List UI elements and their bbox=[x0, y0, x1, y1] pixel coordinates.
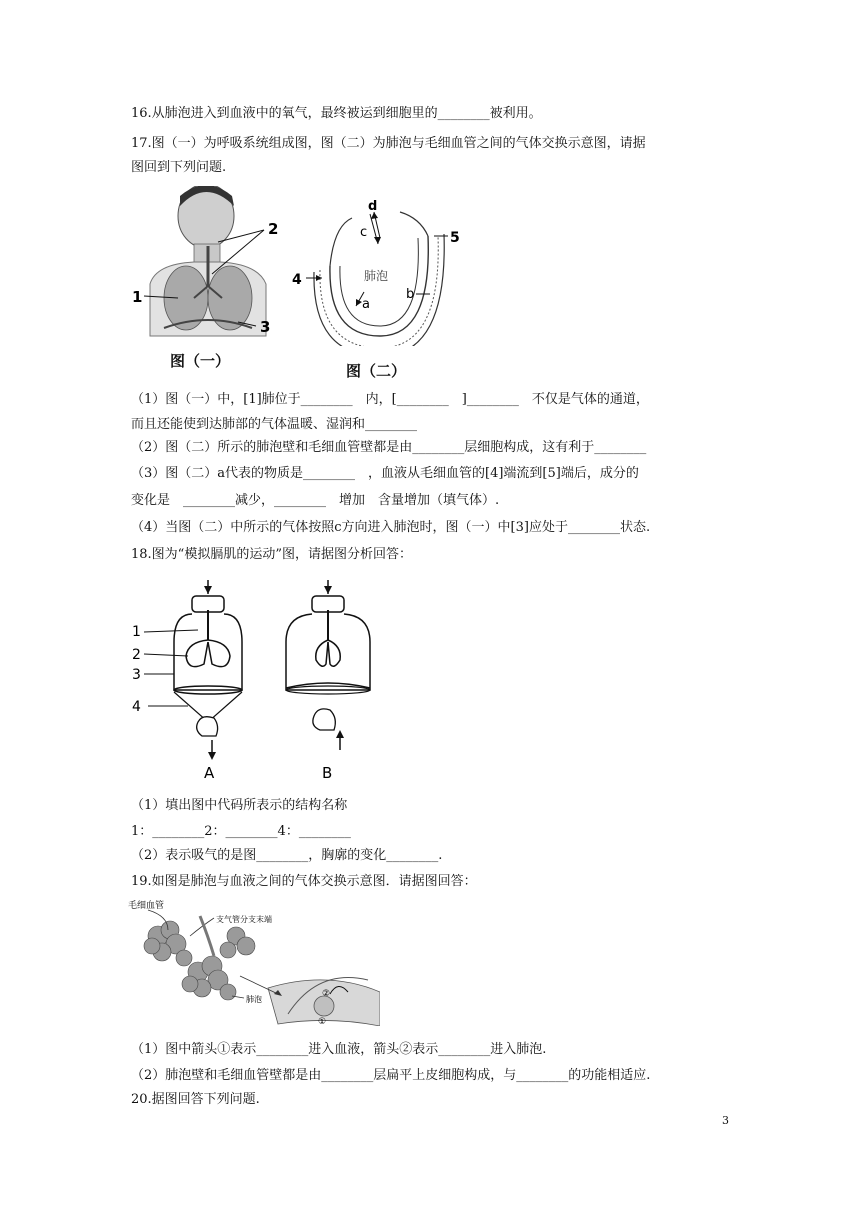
figure2-caption: 图（二） bbox=[346, 362, 407, 380]
diaphragm-model-figure bbox=[128, 580, 378, 780]
question-17-intro: 17.图（一）为呼吸系统组成图，图（二）为肺泡与毛细血管之间的气体交换示意图，请据 bbox=[131, 136, 646, 151]
fig2-label-4: 4 bbox=[292, 272, 302, 288]
question-18-intro: 18.图为“模拟膈肌的运动”图，请据图分析回答： bbox=[131, 547, 412, 562]
question-17-part3-cont: 变化是 ________减少，________ 增加 含量增加（填气体）. bbox=[131, 493, 500, 508]
fig3-label-4: 4 bbox=[132, 699, 141, 715]
fig1-label-3: 3 bbox=[260, 318, 271, 336]
fig1-label-1: 1 bbox=[132, 288, 143, 306]
fig4-arrow-1: ① bbox=[318, 1017, 327, 1026]
fig2-label-d: d bbox=[368, 199, 378, 214]
fig2-center-label: 肺泡 bbox=[364, 269, 389, 283]
alveolus-exchange-figure bbox=[290, 196, 470, 346]
question-17-part1: （1）图（一）中，[1]肺位于________ 内，[________ ]________ 不仅是气体的通道， bbox=[131, 392, 649, 407]
alveolus-blood-figure bbox=[128, 896, 380, 1026]
question-17-part4: （4）当图（二）中所示的气体按照c方向进入肺泡时，图（一）中[3]应处于________状态. bbox=[131, 520, 651, 535]
fig3-label-3: 3 bbox=[132, 667, 141, 683]
question-19-part1: （1）图中箭头①表示________进入血液，箭头②表示________进入肺泡. bbox=[131, 1042, 547, 1057]
figure1-caption: 图（一） bbox=[170, 352, 231, 370]
question-20-intro: 20.据图回答下列问题. bbox=[131, 1092, 260, 1107]
question-18-part2: （2）表示吸气的是图________，胸廓的变化________. bbox=[131, 848, 443, 863]
fig2-label-5: 5 bbox=[450, 230, 460, 246]
fig3-panel-a: A bbox=[204, 764, 215, 780]
fig2-label-a: a bbox=[362, 297, 370, 312]
respiratory-system-figure bbox=[128, 186, 298, 346]
fig2-label-b: b bbox=[406, 287, 415, 302]
question-19-intro: 19.如图是肺泡与血液之间的气体交换示意图．请据图回答： bbox=[131, 874, 477, 889]
question-17-part2: （2）图（二）所示的肺泡壁和毛细血管壁都是由________层细胞构成，这有利于________ bbox=[131, 440, 647, 455]
question-17-part3: （3）图（二）a代表的物质是________ ，血液从毛细血管的[4]端流到[5]端后，成分的 bbox=[131, 466, 639, 481]
page-number: 3 bbox=[722, 1114, 729, 1127]
fig3-label-1: 1 bbox=[132, 624, 141, 640]
fig2-label-c: c bbox=[360, 225, 368, 240]
fig4-label-bronchiole: 支气管分支末端 bbox=[216, 915, 272, 924]
question-17-part1-cont: 而且还能使到达肺部的气体温暖、湿润和________ bbox=[131, 417, 418, 432]
fig1-label-2: 2 bbox=[268, 220, 279, 238]
fig4-label-alveolus: 肺泡 bbox=[246, 995, 262, 1004]
question-18-part1: （1）填出图中代码所表示的结构名称 bbox=[131, 798, 348, 813]
question-16: 16.从肺泡进入到血液中的氧气，最终被运到细胞里的________被利用。 bbox=[131, 106, 542, 121]
fig4-label-capillary: 毛细血管 bbox=[128, 901, 165, 911]
question-17-intro-cont: 图回到下列问题. bbox=[131, 160, 227, 175]
fig4-arrow-2: ② bbox=[322, 989, 331, 999]
fig3-label-2: 2 bbox=[132, 647, 141, 663]
question-19-part2: （2）肺泡壁和毛细血管壁都是由________层扁平上皮细胞构成，与________的功能相适应. bbox=[131, 1068, 651, 1083]
question-18-part1-blanks: 1：________2：________4：________ bbox=[131, 824, 351, 839]
fig3-panel-b: B bbox=[322, 764, 333, 780]
